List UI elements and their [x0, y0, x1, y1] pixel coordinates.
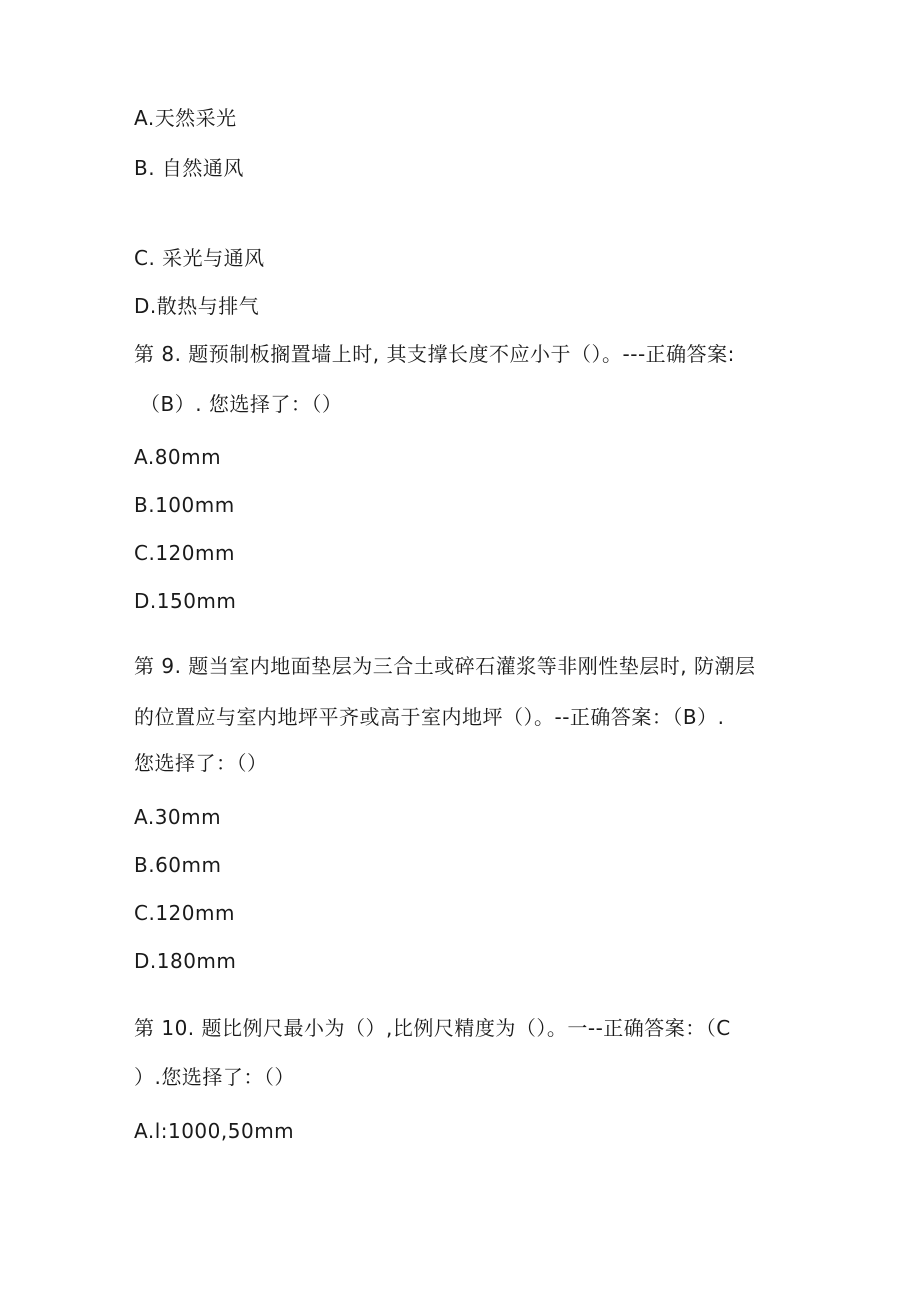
q9-option-c: C.120mm: [134, 901, 235, 925]
q8-option-b: B.100mm: [134, 493, 235, 517]
q8-option-d: D.150mm: [134, 589, 237, 613]
q9-question-line-2: 的位置应与室内地坪平齐或高于室内地坪（）。--正确答案：（B）.: [134, 705, 725, 729]
q9-option-b: B.60mm: [134, 853, 222, 877]
q7-option-c: C. 采光与通风: [134, 246, 265, 270]
q9-question-line-1: 第 9. 题当室内地面垫层为三合土或碎石灌浆等非刚性垫层时, 防潮层: [134, 654, 756, 678]
q8-question-line-1: 第 8. 题预制板搁置墙上时, 其支撑长度不应小于（）。---正确答案:: [134, 342, 735, 366]
q10-option-a: A.l:1000,50mm: [134, 1119, 295, 1143]
q10-question-line-2: ）.您选择了：（）: [134, 1065, 295, 1089]
q8-option-a: A.80mm: [134, 445, 222, 469]
q7-option-a: A.天然采光: [134, 106, 237, 130]
q7-option-b: B. 自然通风: [134, 156, 244, 180]
q9-option-a: A.30mm: [134, 805, 222, 829]
q7-option-d: D.散热与排气: [134, 294, 260, 318]
q10-question-line-1: 第 10. 题比例尺最小为（）,比例尺精度为（）。一--正确答案：（C: [134, 1016, 731, 1040]
q9-option-d: D.180mm: [134, 949, 237, 973]
q9-question-line-3: 您选择了：（）: [134, 751, 268, 775]
q8-question-line-2: （B）. 您选择了：（）: [140, 392, 343, 416]
q8-option-c: C.120mm: [134, 541, 235, 565]
